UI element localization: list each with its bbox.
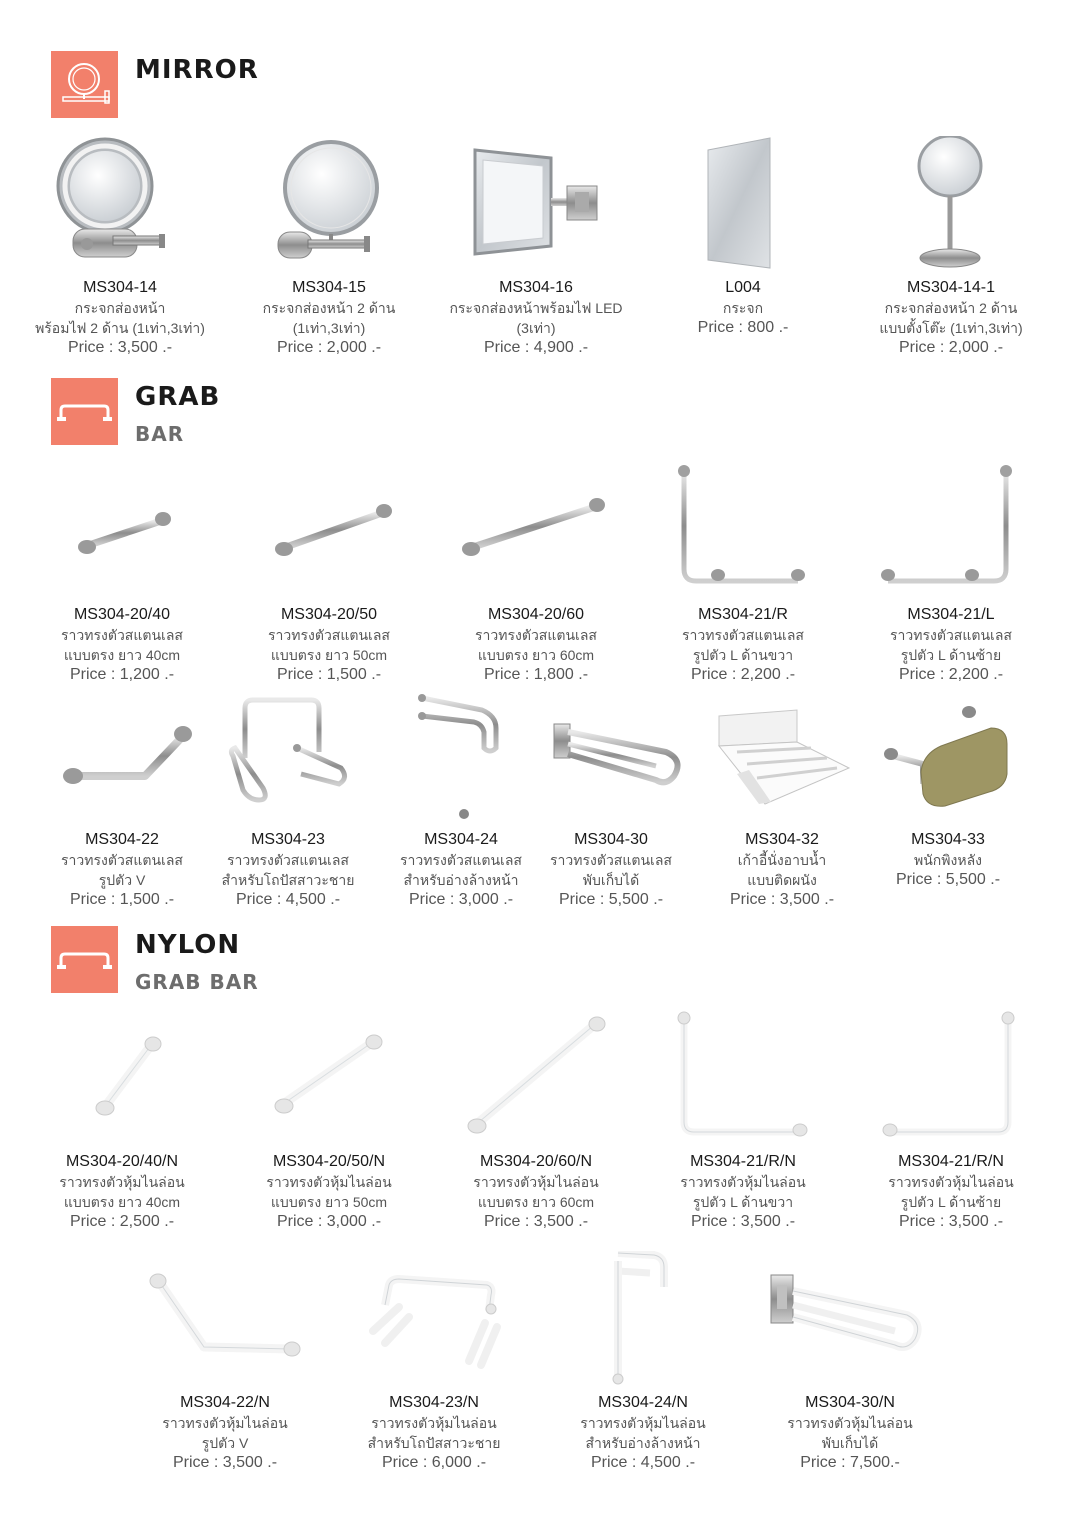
product-code: MS304-20/50/N <box>272 1153 386 1170</box>
product-desc: ราวทรงตัวสแตนเลส <box>682 627 804 643</box>
product-desc: ราวทรงตัวสแตนเลส <box>61 852 183 868</box>
product-price: Price : 5,500 .- <box>895 871 1001 888</box>
product-code: MS304-30 <box>574 831 648 848</box>
nylon-washbasin-grab-bar-image <box>538 1251 748 1385</box>
product-desc: แบบตรง ยาว 40cm <box>63 1194 181 1210</box>
product-desc: รูปตัว L ด้านขวา <box>692 1194 794 1210</box>
nylon-section-subtitle: GRAB BAR <box>135 970 259 994</box>
product-code: MS304-21/R/N <box>690 1153 796 1170</box>
product-desc: สำหรับอ่างล้างหน้า <box>585 1435 701 1451</box>
straight-grab-bar-image <box>17 463 227 597</box>
product-desc: ราวทรงตัวสแตนเลส <box>268 627 390 643</box>
product-desc: แบบตรง ยาว 50cm <box>270 647 388 663</box>
product-desc: ราวทรงตัวสแตนเลส <box>890 627 1012 643</box>
product-price: Price : 4,500 .- <box>235 891 341 908</box>
product-price: Price : 2,000 .- <box>276 339 382 356</box>
product-code: MS304-16 <box>499 279 573 296</box>
product-price: Price : 2,500 .- <box>69 1213 175 1230</box>
mirror-section-title: MIRROR <box>135 55 259 85</box>
product-desc: รูปตัว L ด้านขวา <box>692 647 794 663</box>
product-desc: กระจกส่องหน้าพร้อมไฟ LED <box>449 300 623 316</box>
product-desc: ราวทรงตัวหุ้มไนล่อน <box>787 1415 913 1431</box>
nylon-foldable-grab-bar-image <box>745 1251 955 1385</box>
product-desc: ราวทรงตัวหุ้มไนล่อน <box>680 1174 806 1190</box>
product-desc: แบบติดผนัง <box>747 872 817 888</box>
double-sided-wall-mirror-image <box>224 136 434 270</box>
product-desc: กระจกส่องหน้า <box>74 300 166 316</box>
product-desc: กระจกส่องหน้า 2 ด้าน <box>262 300 396 316</box>
product-price: Price : 4,500 .- <box>590 1454 696 1471</box>
product-ms304-20-60[interactable] <box>431 463 641 685</box>
grab-bar-icon <box>51 926 118 993</box>
product-desc: รูปตัว V <box>98 872 146 888</box>
nylon-straight-grab-bar-image <box>431 1010 641 1144</box>
product-ms304-24-n[interactable] <box>538 1251 748 1473</box>
l-shaped-grab-bar-image <box>846 463 1056 597</box>
product-desc: ราวทรงตัวสแตนเลส <box>61 627 183 643</box>
product-price: Price : 1,800 .- <box>483 666 589 683</box>
product-code: MS304-21/R <box>698 606 788 623</box>
grab-section-icon <box>51 378 118 445</box>
product-desc: ราวทรงตัวหุ้มไนล่อน <box>473 1174 599 1190</box>
product-ms304-20-40[interactable] <box>17 463 227 685</box>
product-ms304-20-60-n[interactable] <box>431 1010 641 1232</box>
product-code: MS304-14 <box>83 279 157 296</box>
product-desc: ราวทรงตัวสแตนเลส <box>550 852 672 868</box>
product-desc: เก้าอี้นั่งอาบน้ำ <box>737 852 827 868</box>
nylon-section-title: NYLON <box>135 930 241 960</box>
product-price: Price : 3,500 .- <box>898 1213 1004 1230</box>
product-desc: สำหรับโถปัสสาวะชาย <box>221 872 355 888</box>
product-ms304-20-40-n[interactable] <box>17 1010 227 1232</box>
product-desc: ราวทรงตัวหุ้มไนล่อน <box>580 1415 706 1431</box>
product-code: MS304-22 <box>85 831 159 848</box>
nylon-v-shaped-grab-bar-image <box>120 1251 330 1385</box>
product-ms304-33[interactable] <box>843 688 1053 890</box>
product-code: MS304-32 <box>745 831 819 848</box>
product-price: Price : 3,500 .- <box>729 891 835 908</box>
product-desc: (1เท่า,3เท่า) <box>292 320 366 336</box>
grab-section-subtitle: BAR <box>135 422 185 446</box>
product-code: L004 <box>725 279 761 296</box>
product-price: Price : 2,200 .- <box>898 666 1004 683</box>
product-desc: ราวทรงตัวสแตนเลส <box>475 627 597 643</box>
flat-mirror-image <box>638 136 848 270</box>
product-ms304-14-1[interactable] <box>846 136 1056 358</box>
product-price: Price : 2,000 .- <box>898 339 1004 356</box>
product-desc: สำหรับโถปัสสาวะชาย <box>367 1435 501 1451</box>
lighted-wall-mirror-image <box>15 136 225 270</box>
product-desc: พร้อมไฟ 2 ด้าน (1เท่า,3เท่า) <box>35 320 205 336</box>
product-desc: ราวทรงตัวหุ้มไนล่อน <box>162 1415 288 1431</box>
product-ms304-21-r-n[interactable] <box>638 1010 848 1232</box>
nylon-straight-grab-bar-image <box>17 1010 227 1144</box>
product-ms304-21-l-n[interactable] <box>846 1010 1056 1232</box>
product-code: MS304-24 <box>424 831 498 848</box>
product-ms304-21-r[interactable] <box>638 463 848 685</box>
product-desc: รูปตัว V <box>201 1435 249 1451</box>
product-ms304-15[interactable] <box>224 136 434 358</box>
product-ms304-22-n[interactable] <box>120 1251 330 1473</box>
product-code: MS304-30/N <box>805 1394 895 1411</box>
product-desc: แบบตั้งโต๊ะ (1เท่า,3เท่า) <box>879 320 1023 336</box>
product-desc: แบบตรง ยาว 60cm <box>477 1194 595 1210</box>
product-code: MS304-33 <box>911 831 985 848</box>
product-desc: พับเก็บได้ <box>821 1435 879 1451</box>
product-desc: รูปตัว L ด้านซ้าย <box>900 647 1002 663</box>
straight-grab-bar-image <box>224 463 434 597</box>
product-desc: พนักพิงหลัง <box>914 852 982 868</box>
product-l004[interactable] <box>638 136 848 338</box>
grab-section-title: GRAB <box>135 382 221 412</box>
product-desc: ราวทรงตัวหุ้มไนล่อน <box>59 1174 185 1190</box>
product-desc: ราวทรงตัวสแตนเลส <box>227 852 349 868</box>
product-desc: ราวทรงตัวหุ้มไนล่อน <box>266 1174 392 1190</box>
nylon-urinal-grab-bar-image <box>329 1251 539 1385</box>
backrest-image <box>843 688 1053 822</box>
product-code: MS304-20/60 <box>487 606 585 623</box>
product-code: MS304-21/L <box>907 606 995 623</box>
product-price: Price : 3,000 .- <box>408 891 514 908</box>
product-desc: กระจกส่องหน้า 2 ด้าน <box>884 300 1018 316</box>
product-price: Price : 1,500 .- <box>69 891 175 908</box>
product-desc: รูปตัว L ด้านซ้าย <box>900 1194 1002 1210</box>
product-code: MS304-20/50 <box>280 606 378 623</box>
nylon-l-shaped-grab-bar-image <box>846 1010 1056 1144</box>
product-code: MS304-22/N <box>180 1394 270 1411</box>
product-desc: กระจก <box>722 300 764 316</box>
product-code: MS304-23 <box>251 831 325 848</box>
nylon-straight-grab-bar-image <box>224 1010 434 1144</box>
product-price: Price : 800 .- <box>697 319 789 336</box>
product-desc: (3เท่า) <box>516 320 556 336</box>
product-code: MS304-23/N <box>389 1394 479 1411</box>
product-price: Price : 2,200 .- <box>690 666 796 683</box>
product-price: Price : 6,000 .- <box>381 1454 487 1471</box>
grab-bar-icon <box>51 378 118 445</box>
product-price: Price : 1,500 .- <box>276 666 382 683</box>
product-desc: ราวทรงตัวหุ้มไนล่อน <box>888 1174 1014 1190</box>
l-shaped-grab-bar-image <box>638 463 848 597</box>
product-price: Price : 1,200 .- <box>69 666 175 683</box>
product-price: Price : 3,500 .- <box>690 1213 796 1230</box>
mirror-section-icon <box>51 51 118 118</box>
product-desc: สำหรับอ่างล้างหน้า <box>403 872 519 888</box>
product-desc: ราวทรงตัวหุ้มไนล่อน <box>371 1415 497 1431</box>
product-price: Price : 3,500 .- <box>172 1454 278 1471</box>
product-code: MS304-20/60/N <box>479 1153 593 1170</box>
product-code: MS304-14-1 <box>906 279 996 296</box>
product-desc: แบบตรง ยาว 60cm <box>477 647 595 663</box>
product-price: Price : 3,500 .- <box>483 1213 589 1230</box>
product-price: Price : 3,500 .- <box>67 339 173 356</box>
product-price: Price : 7,500.- <box>800 1454 900 1471</box>
product-ms304-21-l[interactable] <box>846 463 1056 685</box>
product-code: MS304-15 <box>292 279 366 296</box>
mirror-icon <box>51 51 118 118</box>
product-price: Price : 5,500 .- <box>558 891 664 908</box>
product-price: Price : 4,900 .- <box>483 339 589 356</box>
straight-grab-bar-image <box>431 463 641 597</box>
led-square-mirror-image <box>431 136 641 270</box>
product-desc: แบบตรง ยาว 40cm <box>63 647 181 663</box>
product-desc: แบบตรง ยาว 50cm <box>270 1194 388 1210</box>
product-code: MS304-21/R/N <box>898 1153 1004 1170</box>
nylon-l-shaped-grab-bar-image <box>638 1010 848 1144</box>
product-code: MS304-24/N <box>598 1394 688 1411</box>
product-desc: ราวทรงตัวสแตนเลส <box>400 852 522 868</box>
product-ms304-23-n[interactable] <box>329 1251 539 1473</box>
product-ms304-20-50[interactable] <box>224 463 434 685</box>
tabletop-mirror-image <box>846 136 1056 270</box>
product-ms304-30-n[interactable] <box>745 1251 955 1473</box>
product-ms304-14[interactable] <box>15 136 225 358</box>
product-code: MS304-20/40/N <box>65 1153 179 1170</box>
product-code: MS304-20/40 <box>73 606 171 623</box>
product-price: Price : 3,000 .- <box>276 1213 382 1230</box>
product-ms304-20-50-n[interactable] <box>224 1010 434 1232</box>
product-desc: พับเก็บได้ <box>582 872 640 888</box>
product-ms304-16[interactable] <box>431 136 641 358</box>
nylon-section-icon <box>51 926 118 993</box>
